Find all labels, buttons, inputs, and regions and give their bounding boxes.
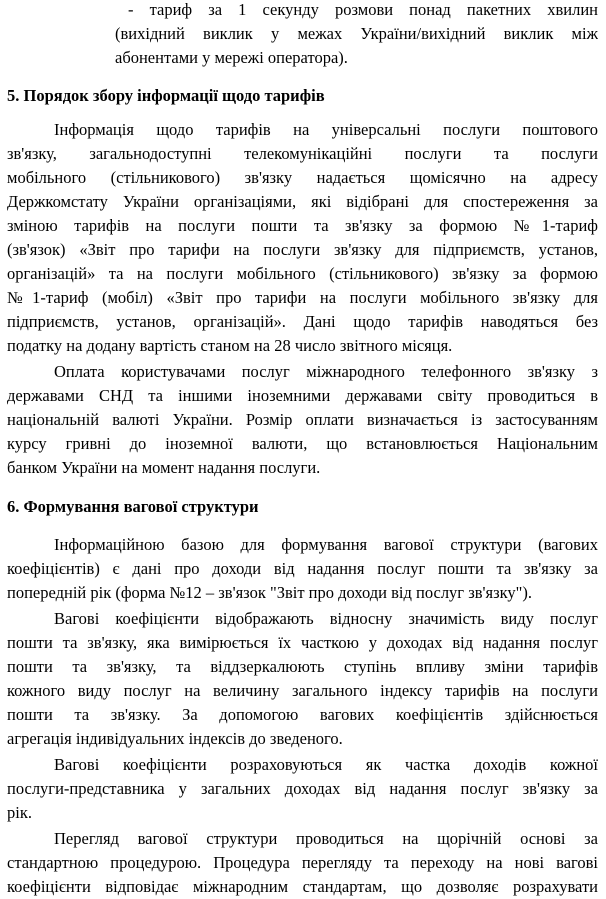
section-5-line: (зв'язок) «Звіт про тарифи на послуги зв'язку для підприємств, установ, <box>7 240 598 259</box>
section-5-line: Держкомстату України організаціями, які відібрані для спостереження за <box>7 192 598 211</box>
section-6-line: коефіцієнтів) є дані про доходи від надання послуг пошти та зв'язку за <box>7 559 598 578</box>
section-5-heading: 5. Порядок збору інформації щодо тарифів <box>7 86 325 105</box>
section-5-line: зв'язку, загальнодоступні телекомунікаційні послуги та послуги <box>7 144 598 163</box>
section-6-line: пошти та зв'язку, яка вимірюється їх часткою у доходах від надання послуг <box>7 633 598 652</box>
section-6-line: рік. <box>7 803 32 822</box>
section-6-heading: 6. Формування вагової структури <box>7 497 259 516</box>
section-6-line: Інформаційною базою для формування вагової структури (вагових <box>54 535 598 554</box>
section-6-line: Вагові коефіцієнти розраховуються як частка доходів кожної <box>54 755 598 774</box>
section-6-line: коефіцієнти відповідає міжнародним стандартам, що дозволяє розрахувати <box>7 877 598 896</box>
section-6-line: послуги-представника у загальних доходах від надання послуг зв'язку за <box>7 779 598 798</box>
section-6-line: попередній рік (форма №12 – зв'язок "Звіт про доходи від послуг зв'язку"). <box>7 583 532 602</box>
section-6-line: Вагові коефіцієнти відображають відносну значимість виду послуг <box>54 609 598 628</box>
section-6-line: стандартною процедурою. Процедура перегляду та переходу на нові вагові <box>7 853 598 872</box>
section-5-line: податку на додану вартість станом на 28 число звітного місяця. <box>7 336 453 355</box>
section-5-line: зміною тарифів на послуги пошти та зв'язку за формою №1-тариф <box>7 216 598 235</box>
section-5-line: підприємств, установ, організацій». Дані щодо тарифів наводяться без <box>7 312 598 331</box>
section-6-line: пошти та зв'язку. За допомогою вагових коефіцієнтів здійснюється <box>7 705 598 724</box>
section-6-line: Перегляд вагової структури проводиться на щорічній основі за <box>54 829 598 848</box>
section-5-line: мобільного (стільникового) зв'язку надається щомісячно на адресу <box>7 168 598 187</box>
section-5-line: державами СНД та іншими іноземними державами світу проводиться в <box>7 386 598 405</box>
section-5-line: організацій» та на послуги мобільного (стільникового) зв'язку за формою <box>7 264 598 283</box>
section-5-line: №1-тариф (мобіл) «Звіт про тарифи на послуги мобільного зв'язку для <box>7 288 598 307</box>
section-5-line: курсу гривні до іноземної валюти, що встановлюється Національним <box>7 434 598 453</box>
section-5-line: Оплата користувачами послуг міжнародного телефонного зв'язку з <box>54 362 598 381</box>
section-6-line: агрегація індивідуальних індексів до зведеного. <box>7 729 343 748</box>
section-6-line: кожного виду послуг на величину загального індексу тарифів на послуги <box>7 681 598 700</box>
section-5-line: Інформація щодо тарифів на універсальні послуги поштового <box>54 120 598 139</box>
section-5-line: банком України на момент надання послуги. <box>7 458 321 477</box>
intro-line: (вихідний виклик у межах України/вихідний виклик між <box>115 24 598 43</box>
section-5-line: національній валюті України. Розмір оплати визначається із застосуванням <box>7 410 598 429</box>
intro-line: - тариф за 1 секунду розмови понад пакетних хвилин <box>128 0 598 19</box>
intro-line: абонентами у мережі оператора). <box>115 48 348 67</box>
section-6-line: пошти та зв'язку, та віддзеркалюють ступінь впливу зміни тарифів <box>7 657 598 676</box>
